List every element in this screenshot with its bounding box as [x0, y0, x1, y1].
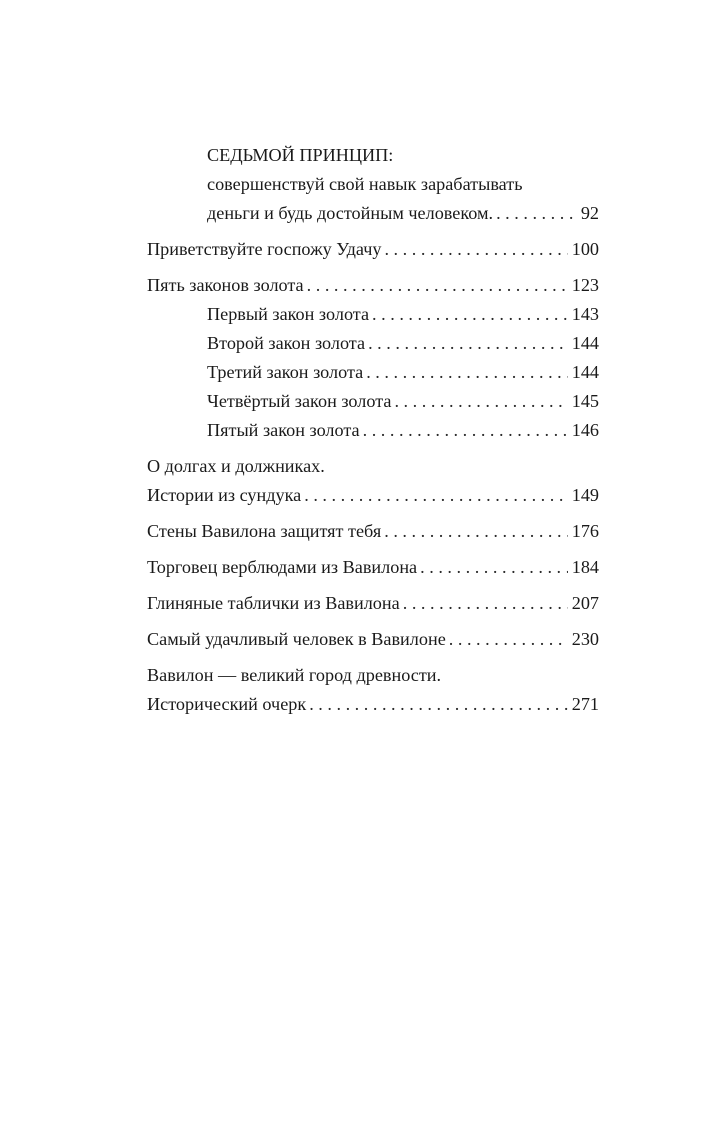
toc-entry-title: Приветствуйте госпожу Удачу — [147, 239, 382, 259]
toc-entry-camel[interactable] — [147, 553, 599, 582]
toc-entry-title: Глиняные таблички из Вавилона — [147, 593, 400, 613]
page-number: 230 — [571, 629, 599, 649]
toc-entry-debts-line1 — [147, 452, 599, 481]
dot-leader — [384, 235, 567, 264]
dot-leader — [394, 387, 567, 416]
dot-leader — [368, 329, 568, 358]
toc-entry-luckiest[interactable] — [147, 625, 599, 654]
toc-heading-principle — [147, 141, 599, 170]
toc-entry-title: Третий закон золота — [207, 362, 364, 382]
toc-subentry-law-2[interactable] — [147, 329, 599, 358]
page-number: 145 — [571, 391, 599, 411]
table-of-contents — [147, 141, 599, 719]
toc-subentry-law-5[interactable] — [147, 416, 599, 445]
dot-leader — [363, 416, 568, 445]
toc-principle-text-line1: совершенствуй свой навык зарабатывать — [207, 174, 523, 194]
toc-entry-tablets[interactable] — [147, 589, 599, 618]
toc-entry-title: Исторический очерк — [147, 694, 307, 714]
dot-leader — [372, 300, 568, 329]
toc-entry-title: Стены Вавилона защитят тебя — [147, 521, 382, 541]
toc-entry-walls[interactable] — [147, 517, 599, 546]
page-number: 144 — [571, 333, 599, 353]
toc-entry-title: Пять законов золота — [147, 275, 304, 295]
toc-entry-luck[interactable] — [147, 235, 599, 264]
toc-entry-debts[interactable] — [147, 481, 599, 510]
page-number: 176 — [571, 521, 599, 541]
toc-entry-title: Второй закон золота — [207, 333, 366, 353]
dot-leader — [420, 553, 568, 582]
dot-leader — [449, 625, 568, 654]
toc-subentry-law-4[interactable] — [147, 387, 599, 416]
page-number: 143 — [571, 304, 599, 324]
page-number: 271 — [571, 694, 599, 714]
page-number: 92 — [580, 203, 599, 223]
dot-leader — [304, 481, 567, 510]
toc-entry-title: Вавилон — великий город древности. — [147, 665, 442, 685]
page-number: 123 — [571, 275, 599, 295]
dot-leader — [403, 589, 568, 618]
toc-entry-five-laws[interactable] — [147, 271, 599, 300]
dot-leader — [366, 358, 568, 387]
page-number: 146 — [571, 420, 599, 440]
toc-entry-title: Пятый закон золота — [207, 420, 360, 440]
page-number: 207 — [571, 593, 599, 613]
toc-entry-title: Самый удачливый человек в Вавилоне — [147, 629, 446, 649]
toc-entry-principle[interactable] — [147, 199, 599, 228]
toc-entry-title: Четвёртый закон золота — [207, 391, 392, 411]
page-number: 149 — [571, 485, 599, 505]
page-number: 184 — [571, 557, 599, 577]
dot-leader — [307, 271, 568, 300]
dot-leader — [384, 517, 568, 546]
toc-entry-title: Торговец верблюдами из Вавилона — [147, 557, 418, 577]
toc-principle-heading: СЕДЬМОЙ ПРИНЦИП: — [207, 145, 394, 165]
toc-principle-text-line2: деньги и будь достойным человеком. — [207, 203, 494, 223]
dot-leader — [496, 199, 577, 228]
toc-principle-line — [147, 170, 599, 199]
toc-entry-babylon[interactable] — [147, 690, 599, 719]
toc-entry-babylon-line1 — [147, 661, 599, 690]
toc-entry-title: Истории из сундука — [147, 485, 302, 505]
toc-subentry-law-1[interactable] — [147, 300, 599, 329]
toc-entry-title: О долгах и должниках. — [147, 456, 325, 476]
toc-entry-title: Первый закон золота — [207, 304, 370, 324]
page-number: 144 — [571, 362, 599, 382]
toc-subentry-law-3[interactable] — [147, 358, 599, 387]
page-number: 100 — [571, 239, 599, 259]
dot-leader — [309, 690, 568, 719]
